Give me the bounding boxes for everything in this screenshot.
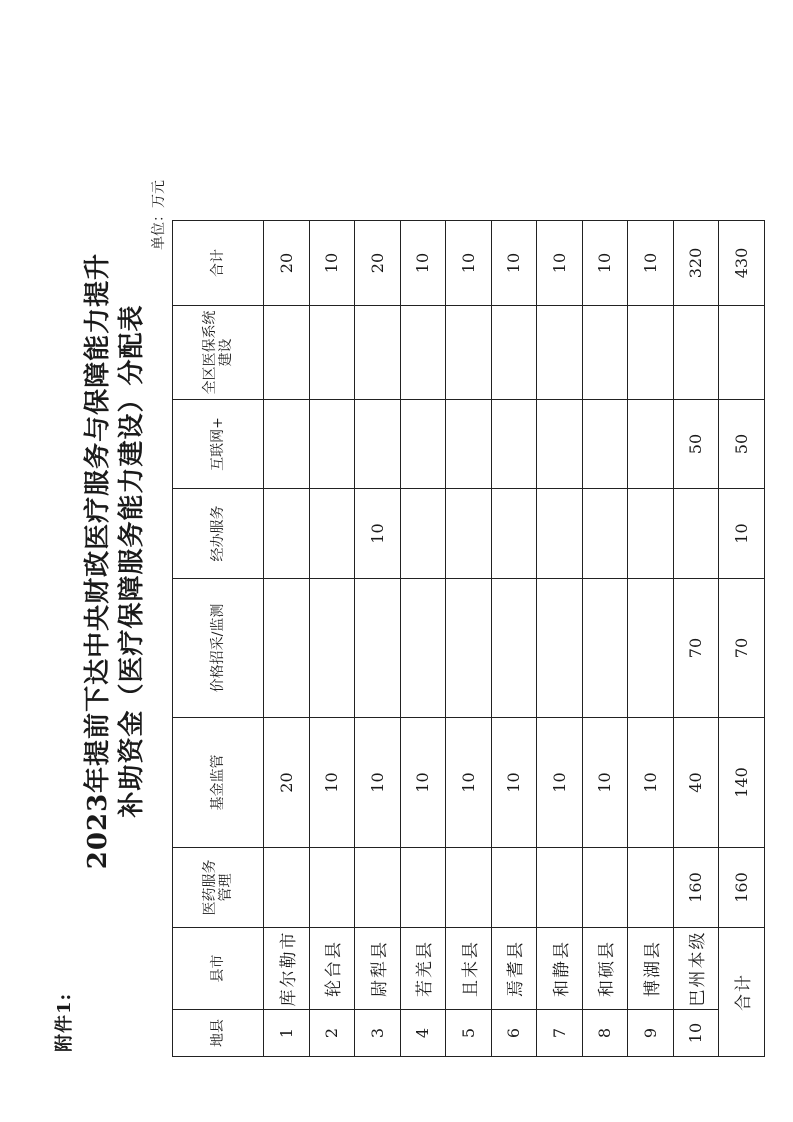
county-name: 和硕县	[582, 928, 628, 1010]
county-name: 若羌县	[400, 928, 446, 1010]
total-cell-yiyao: 160	[719, 848, 765, 928]
amount-cell-jijin: 10	[537, 718, 583, 848]
amount-cell-jiage	[537, 579, 583, 718]
amount-cell-jiage	[491, 579, 537, 718]
amount-cell-yiyao	[355, 848, 401, 928]
county-name: 巴州本级	[673, 928, 719, 1010]
total-cell-quanqu	[719, 306, 765, 400]
county-name: 和静县	[537, 928, 583, 1010]
amount-cell-heji: 10	[628, 221, 674, 306]
amount-cell-jingban	[264, 489, 310, 579]
amount-cell-hulian	[537, 400, 583, 489]
county-name: 且末县	[446, 928, 492, 1010]
table-row	[491, 221, 537, 1057]
amount-cell-yiyao	[309, 848, 355, 928]
amount-cell-heji: 10	[446, 221, 492, 306]
amount-cell-jiage	[355, 579, 401, 718]
amount-cell-quanqu	[673, 306, 719, 400]
amount-cell-heji: 10	[400, 221, 446, 306]
row-number: 10	[673, 1010, 719, 1057]
table-row	[628, 221, 674, 1057]
amount-cell-hulian	[491, 400, 537, 489]
amount-cell-hulian: 50	[673, 400, 719, 489]
header-cell	[173, 306, 264, 400]
header-cell: 合计	[173, 221, 264, 306]
amount-cell-jingban	[673, 489, 719, 579]
county-name: 尉犁县	[355, 928, 401, 1010]
amount-cell-jiage	[446, 579, 492, 718]
total-cell-hulian: 50	[719, 400, 765, 489]
row-number: 4	[400, 1010, 446, 1057]
row-number: 6	[491, 1010, 537, 1057]
amount-cell-jiage	[309, 579, 355, 718]
table-row	[582, 221, 628, 1057]
county-name: 博湖县	[628, 928, 674, 1010]
amount-cell-hulian	[582, 400, 628, 489]
amount-cell-jijin: 10	[582, 718, 628, 848]
amount-cell-quanqu	[537, 306, 583, 400]
amount-cell-jijin: 10	[628, 718, 674, 848]
amount-cell-quanqu	[628, 306, 674, 400]
table-row	[264, 221, 310, 1057]
total-cell-jingban: 10	[719, 489, 765, 579]
amount-cell-quanqu	[582, 306, 628, 400]
table-row	[673, 221, 719, 1057]
amount-cell-hulian	[446, 400, 492, 489]
amount-cell-jijin: 10	[400, 718, 446, 848]
amount-cell-yiyao	[628, 848, 674, 928]
amount-cell-yiyao	[400, 848, 446, 928]
amount-cell-hulian	[264, 400, 310, 489]
amount-cell-jingban	[309, 489, 355, 579]
amount-cell-yiyao	[264, 848, 310, 928]
amount-cell-jiage	[400, 579, 446, 718]
header-cell: 基金监管	[173, 718, 264, 848]
table-row	[537, 221, 583, 1057]
amount-cell-quanqu	[400, 306, 446, 400]
amount-cell-heji: 10	[491, 221, 537, 306]
amount-cell-hulian	[400, 400, 446, 489]
table-row	[355, 221, 401, 1057]
amount-cell-jiage: 70	[673, 579, 719, 718]
amount-cell-jiage	[582, 579, 628, 718]
amount-cell-yiyao: 160	[673, 848, 719, 928]
header-cell: 价格招采/监测	[173, 579, 264, 718]
total-cell-jiage: 70	[719, 579, 765, 718]
amount-cell-hulian	[628, 400, 674, 489]
amount-cell-jijin: 20	[264, 718, 310, 848]
county-name: 库尔勒市	[264, 928, 310, 1010]
amount-cell-hulian	[309, 400, 355, 489]
amount-cell-heji: 10	[537, 221, 583, 306]
amount-cell-jijin: 10	[491, 718, 537, 848]
table-row	[309, 221, 355, 1057]
table-row	[446, 221, 492, 1057]
row-number: 2	[309, 1010, 355, 1057]
amount-cell-heji: 10	[582, 221, 628, 306]
amount-cell-jingban	[491, 489, 537, 579]
amount-cell-quanqu	[446, 306, 492, 400]
county-name: 焉耆县	[491, 928, 537, 1010]
amount-cell-jijin: 10	[355, 718, 401, 848]
amount-cell-jijin: 10	[446, 718, 492, 848]
header-cell: 互联网+	[173, 400, 264, 489]
amount-cell-heji: 10	[309, 221, 355, 306]
row-number: 9	[628, 1010, 674, 1057]
amount-cell-jingban	[628, 489, 674, 579]
unit-label: 单位：万元	[151, 180, 167, 250]
header-cell: 地县	[173, 1010, 264, 1057]
row-number: 3	[355, 1010, 401, 1057]
row-number: 1	[264, 1010, 310, 1057]
amount-cell-heji: 20	[355, 221, 401, 306]
amount-cell-jingban	[582, 489, 628, 579]
title-line-1: 2023年提前下达中央财政医疗服务与保障能力提升	[83, 252, 113, 870]
amount-cell-jijin: 40	[673, 718, 719, 848]
header-cell	[173, 848, 264, 928]
amount-cell-jijin: 10	[309, 718, 355, 848]
amount-cell-quanqu	[491, 306, 537, 400]
header-cell: 县市	[173, 928, 264, 1010]
total-label: 合计	[719, 928, 765, 1057]
amount-cell-heji: 20	[264, 221, 310, 306]
amount-cell-jingban	[537, 489, 583, 579]
amount-cell-jingban: 10	[355, 489, 401, 579]
row-number: 5	[446, 1010, 492, 1057]
row-number: 7	[537, 1010, 583, 1057]
title-line-2: 补助资金（医疗保障服务能力建设）分配表	[117, 304, 147, 818]
amount-cell-yiyao	[582, 848, 628, 928]
header-text: 医药服务管理	[202, 859, 234, 916]
header-row	[173, 221, 264, 1057]
amount-cell-yiyao	[446, 848, 492, 928]
row-number: 8	[582, 1010, 628, 1057]
total-cell-jijin: 140	[719, 718, 765, 848]
header-cell: 经办服务	[173, 489, 264, 579]
header-text: 全区医保系统建设	[202, 310, 234, 395]
table-row	[400, 221, 446, 1057]
total-row	[719, 221, 765, 1057]
amount-cell-quanqu	[355, 306, 401, 400]
amount-cell-jingban	[446, 489, 492, 579]
amount-cell-yiyao	[537, 848, 583, 928]
amount-cell-yiyao	[491, 848, 537, 928]
amount-cell-hulian	[355, 400, 401, 489]
amount-cell-jiage	[628, 579, 674, 718]
allocation-table	[172, 220, 765, 1057]
amount-cell-jingban	[400, 489, 446, 579]
amount-cell-quanqu	[264, 306, 310, 400]
amount-cell-quanqu	[309, 306, 355, 400]
county-name: 轮台县	[309, 928, 355, 1010]
amount-cell-jiage	[264, 579, 310, 718]
total-cell-heji: 430	[719, 221, 765, 306]
table-body	[264, 221, 765, 1057]
annex-label: 附件1:	[54, 992, 75, 1052]
amount-cell-heji: 320	[673, 221, 719, 306]
